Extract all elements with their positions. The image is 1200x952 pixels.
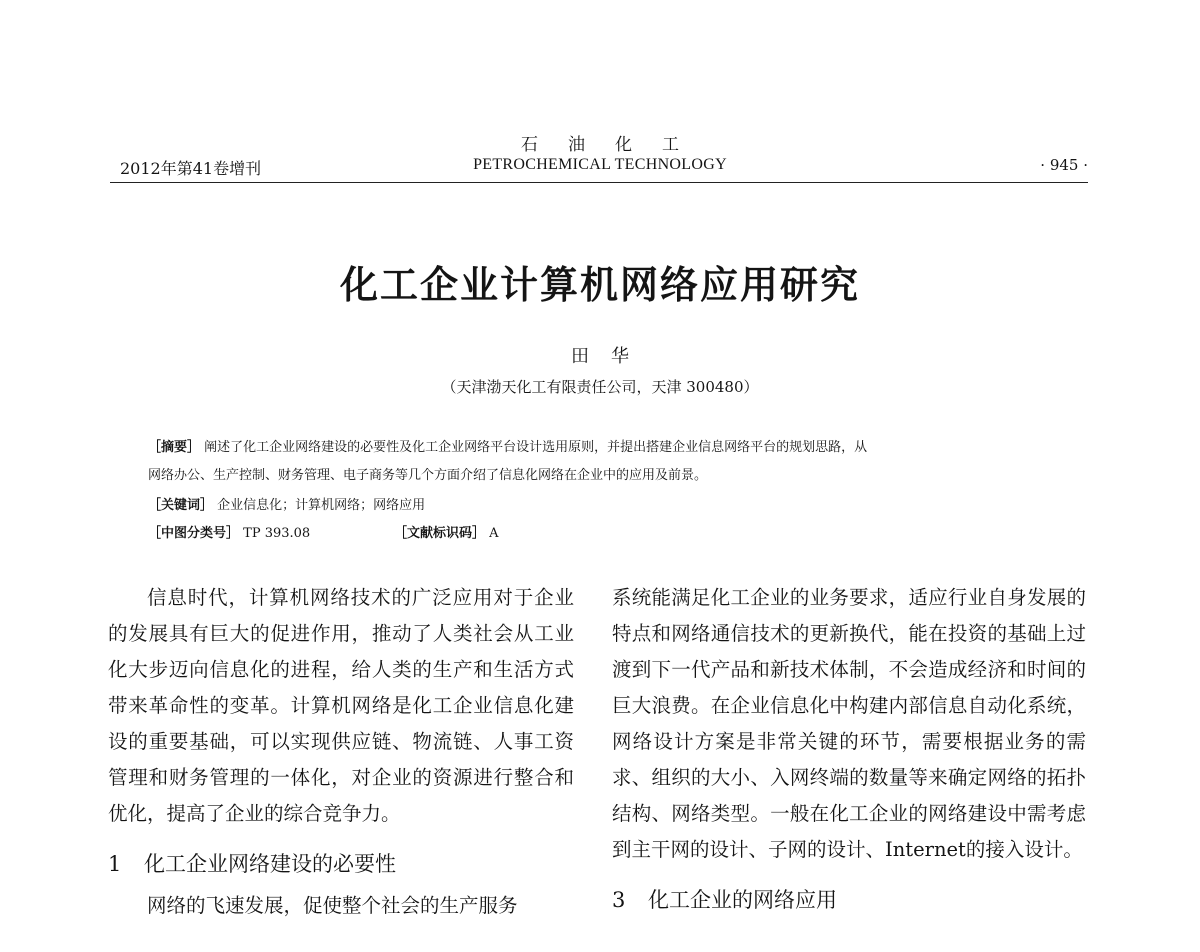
section-1-heading: [108, 846, 574, 882]
header-rule: [110, 182, 1088, 183]
section-1-paragraph: 网络的飞速发展，促使整个社会的生产服务: [147, 894, 518, 917]
clc-label: ［中图分类号］: [148, 526, 240, 541]
page-number: · 945 ·: [1040, 156, 1088, 174]
right-column: [612, 580, 1086, 918]
journal-name-cn: 石油化工: [521, 135, 709, 155]
section-3-heading: [612, 882, 1086, 918]
section-1-title: 化工企业网络建设的必要性: [144, 852, 396, 876]
abstract-line-2: [148, 466, 1048, 486]
abstract-text-1: 阐述了化工企业网络建设的必要性及化工企业网络平台设计选用原则，并提出搭建企业信息网络平台的规划思路，从: [204, 440, 868, 455]
doc-code-value: A: [489, 526, 499, 541]
issue-info: 2012年第41卷增刊: [120, 159, 262, 178]
doc-code-line: [394, 522, 499, 541]
abstract-text-2: 网络办公、生产控制、财务管理、电子商务等几个方面介绍了信息化网络在企业中的应用及前景。: [148, 468, 708, 483]
section-3-title: 化工企业的网络应用: [648, 888, 837, 912]
keywords-line: [148, 496, 1048, 516]
section-1-number: 1: [108, 852, 122, 876]
abstract-label: ［摘要］: [148, 440, 201, 455]
author-name: 田华: [571, 346, 651, 367]
abstract-line-1: [148, 438, 1048, 458]
design-paragraph: 系统能满足化工企业的业务要求，适应行业自身发展的特点和网络通信技术的更新换代，能在投资的基础上过渡到下一代产品和新技术体制，不会造成经济和时间的巨大浪费。在企业信息化中构建内部信息自动化系统，网络设计方案是非常关键的环节，需要根据业务的需求、组织的大小、入网终端的数量等来确定网络的拓扑结构、网络类型。一般在化工企业的网络建设中需考虑到主干网的设计、子网的设计、Internet的接入设计。: [612, 586, 1086, 861]
journal-name-en: PETROCHEMICAL TECHNOLOGY: [473, 156, 727, 173]
doc-code-label: ［文献标识码］: [394, 526, 486, 541]
intro-paragraph: 信息时代，计算机网络技术的广泛应用对于企业的发展具有巨大的促进作用，推动了人类社会从工业化大步迈向信息化的进程，给人类的生产和生活方式带来革命性的变革。计算机网络是化工企业信息化建设的重要基础，可以实现供应链、物流链、人事工资管理和财务管理的一体化，对企业的资源进行整合和优化，提高了企业的综合竞争力。: [108, 586, 574, 825]
left-column: [108, 580, 574, 924]
author-affiliation: （天津渤天化工有限责任公司，天津 300480）: [441, 378, 759, 396]
section-3-number: 3: [612, 888, 626, 912]
keywords-text: 企业信息化；计算机网络；网络应用: [217, 498, 426, 513]
article-title: 化工企业计算机网络应用研究: [339, 263, 860, 307]
keywords-label: ［关键词］: [148, 498, 214, 513]
clc-value: TP 393.08: [243, 526, 311, 541]
clc-line: [148, 522, 310, 541]
